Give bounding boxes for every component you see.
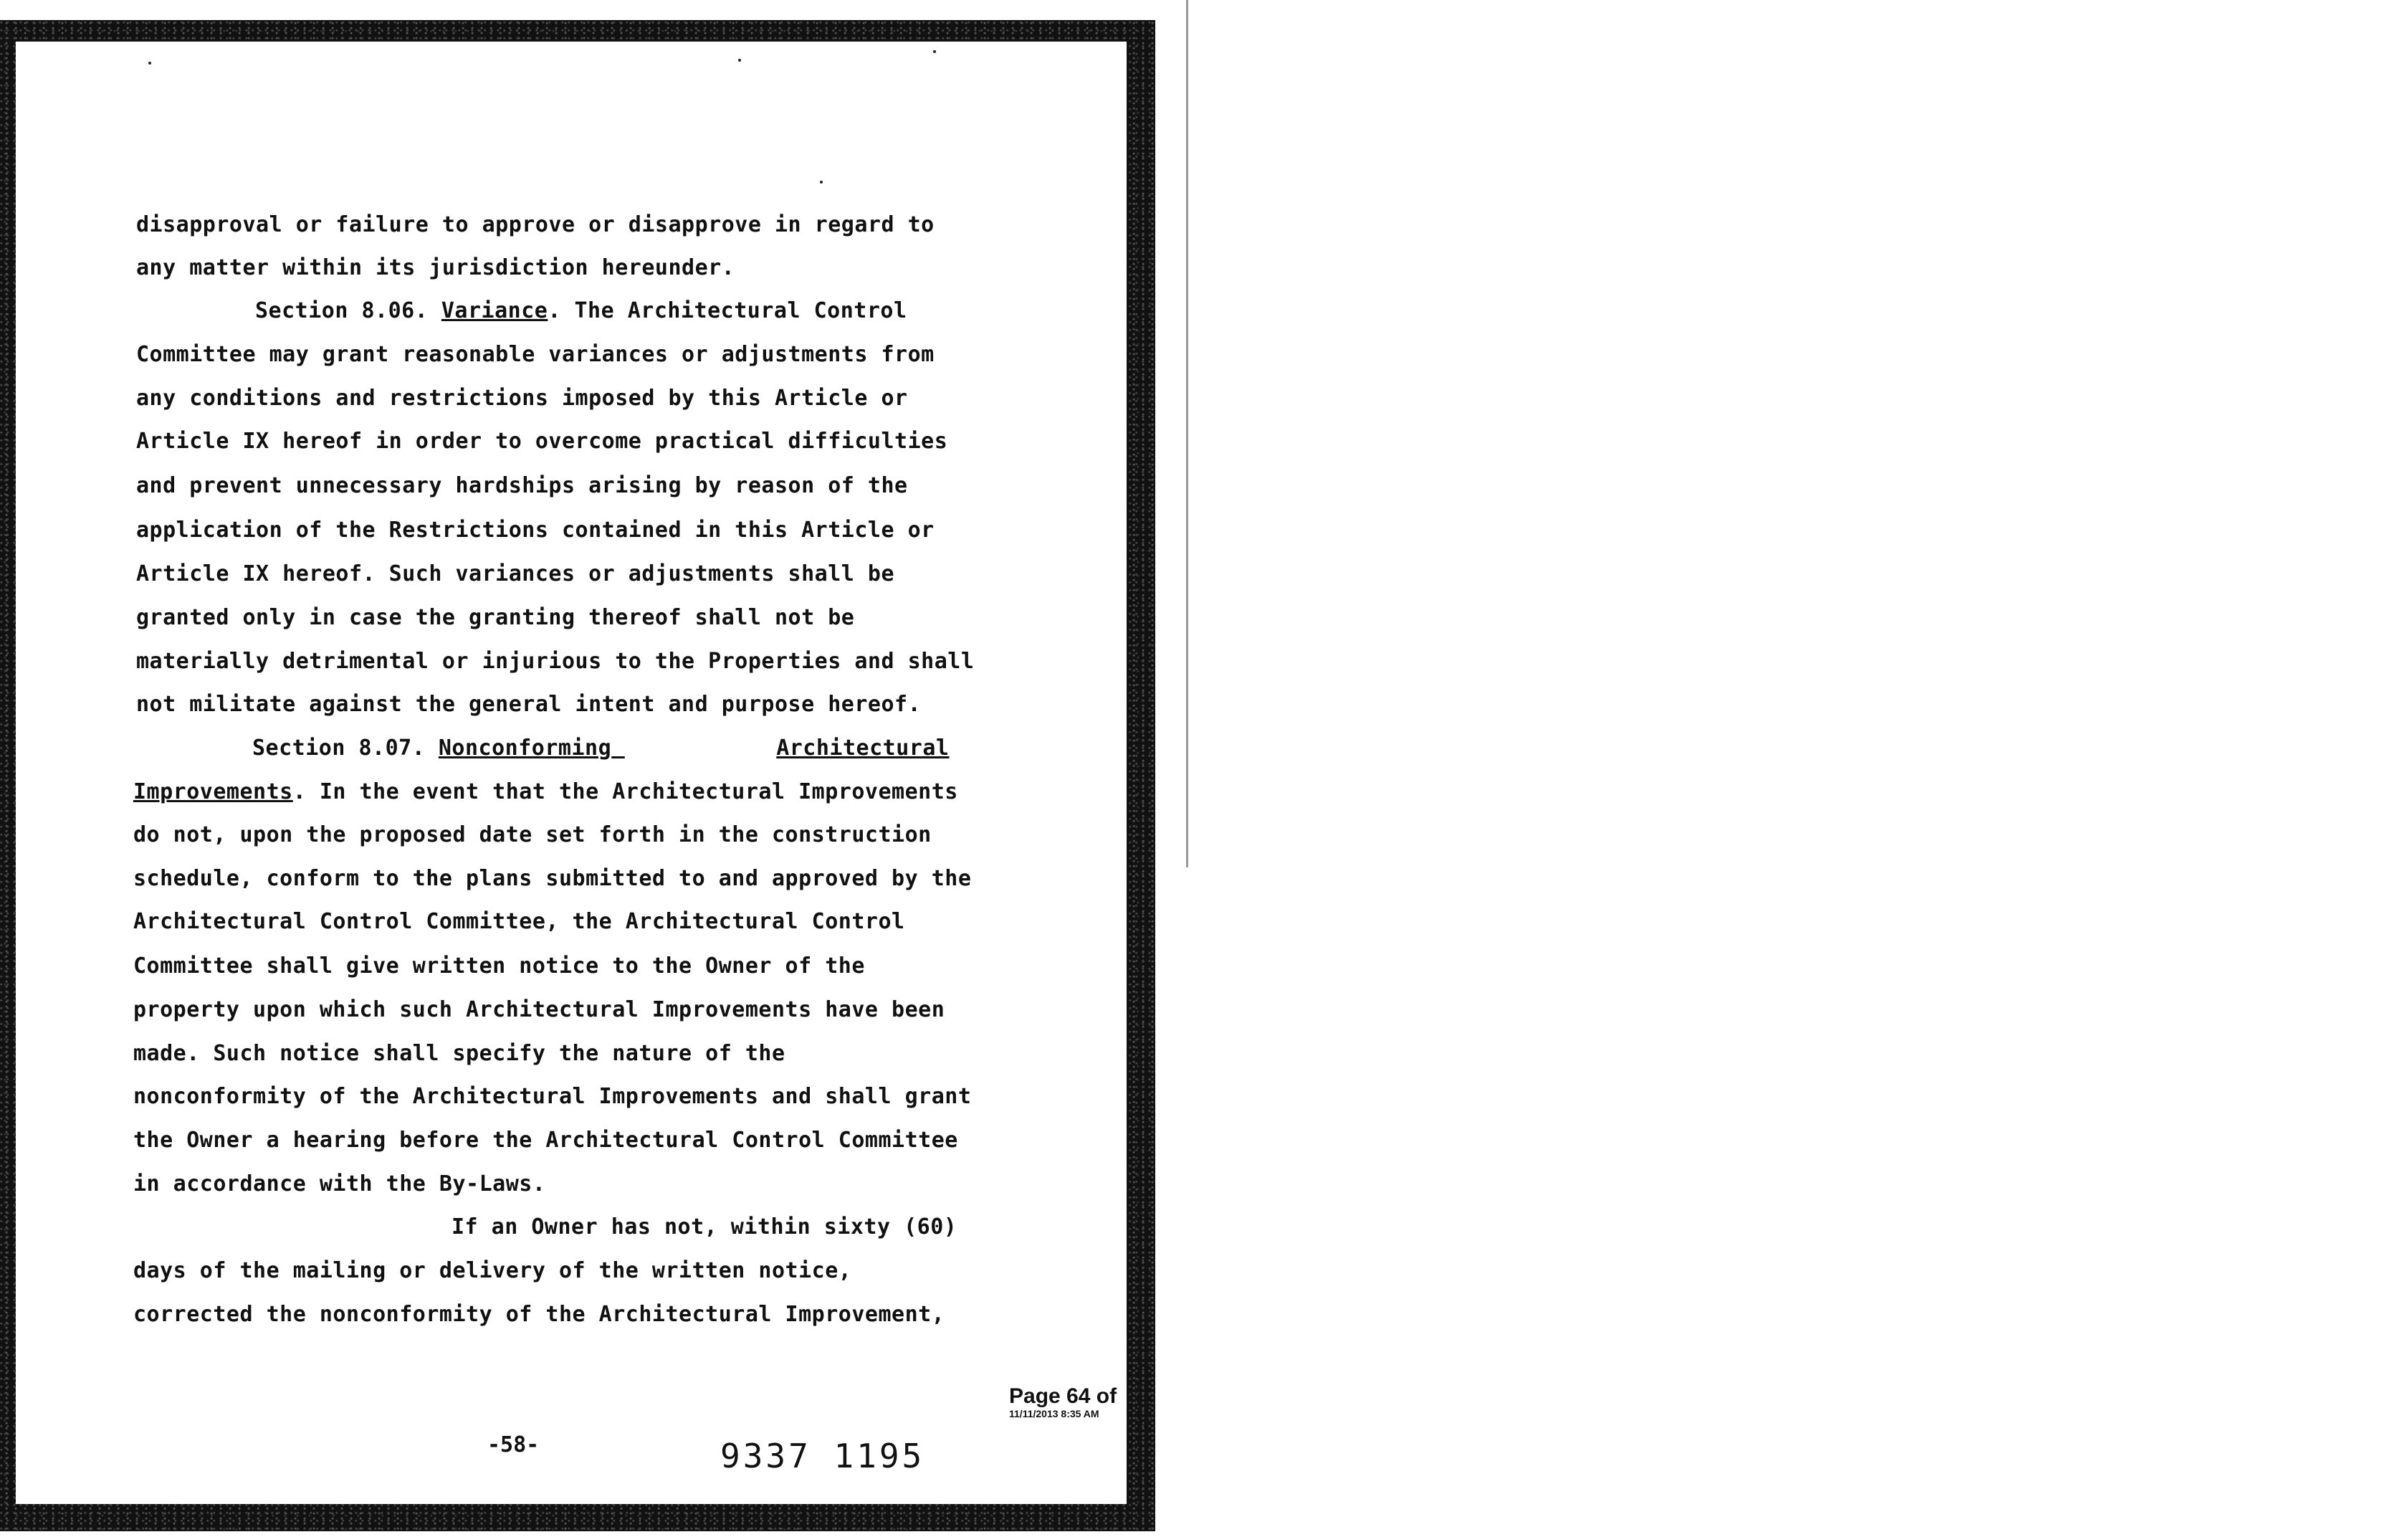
section-number: Section 8.06.	[255, 298, 429, 323]
text-line: granted only in case the granting thereof shall not be	[136, 605, 855, 630]
text-line: in accordance with the By-Laws.	[133, 1171, 546, 1196]
section-number: Section 8.07.	[252, 736, 426, 761]
page-folio: -58-	[487, 1432, 540, 1457]
scan-speck	[820, 181, 823, 184]
text-line: Committee may grant reasonable variances or adjustments from	[136, 342, 935, 367]
text-line: schedule, conform to the plans submitted to and approved by the	[133, 866, 972, 891]
text-line: do not, upon the proposed date set forth in the construction	[133, 822, 932, 847]
text-line: the Owner a hearing before the Architectural Control Committee	[133, 1128, 958, 1153]
text-line: If an Owner has not, within sixty (60)	[452, 1214, 957, 1239]
text-line: days of the mailing or delivery of the written notice,	[133, 1258, 852, 1283]
text-line: any matter within its jurisdiction hereunder.	[136, 255, 735, 280]
section-title: Variance	[441, 298, 548, 323]
book-page-number: 9337 1195	[720, 1437, 925, 1475]
section-lead: . In the event that the Architectural Improvements	[292, 779, 958, 804]
section-lead: . The Architectural Control	[548, 298, 907, 323]
scan-speck	[738, 59, 741, 62]
section-title-part: Improvements	[133, 779, 293, 804]
section-8-07-continued	[133, 778, 979, 806]
text-line: nonconformity of the Architectural Improvements and shall grant	[133, 1084, 972, 1109]
scan-speck	[148, 62, 151, 65]
text-line: corrected the nonconformity of the Architectural Improvement,	[133, 1302, 945, 1327]
page-stamp	[1009, 1385, 1117, 1419]
section-8-07-heading	[252, 734, 982, 763]
text-line: and prevent unnecessary hardships arising by reason of the	[136, 473, 908, 498]
text-line: not militate against the general intent and purpose hereof.	[136, 692, 922, 717]
text-line: property upon which such Architectural Improvements have been	[133, 997, 945, 1022]
scan-speck	[933, 50, 936, 53]
text-line: made. Such notice shall specify the nature of the	[133, 1041, 785, 1066]
section-title-part: Nonconforming	[438, 736, 612, 761]
text-line: Architectural Control Committee, the Architectural Control	[133, 909, 905, 934]
text-line: Article IX hereof in order to overcome practical difficulties	[136, 429, 948, 454]
text-line: disapproval or failure to approve or disapprove in regard to	[136, 212, 935, 237]
title-underline-gap	[611, 734, 776, 763]
text-line: materially detrimental or injurious to the Properties and shall	[136, 649, 975, 674]
text-line: Article IX hereof. Such variances or adjustments shall be	[136, 561, 895, 586]
text-line: any conditions and restrictions imposed by this Article or	[136, 386, 908, 411]
stamp-page-count: Page 64 of	[1009, 1384, 1117, 1408]
text-line: Committee shall give written notice to the Owner of the	[133, 953, 865, 979]
stamp-timestamp: 11/11/2013 8:35 AM	[1009, 1408, 1099, 1419]
section-title-part: Architectural	[776, 736, 950, 761]
scan-edge-rule	[1186, 0, 1188, 867]
section-8-06-heading	[255, 297, 983, 325]
text-line: application of the Restrictions contained in this Article or	[136, 518, 935, 543]
